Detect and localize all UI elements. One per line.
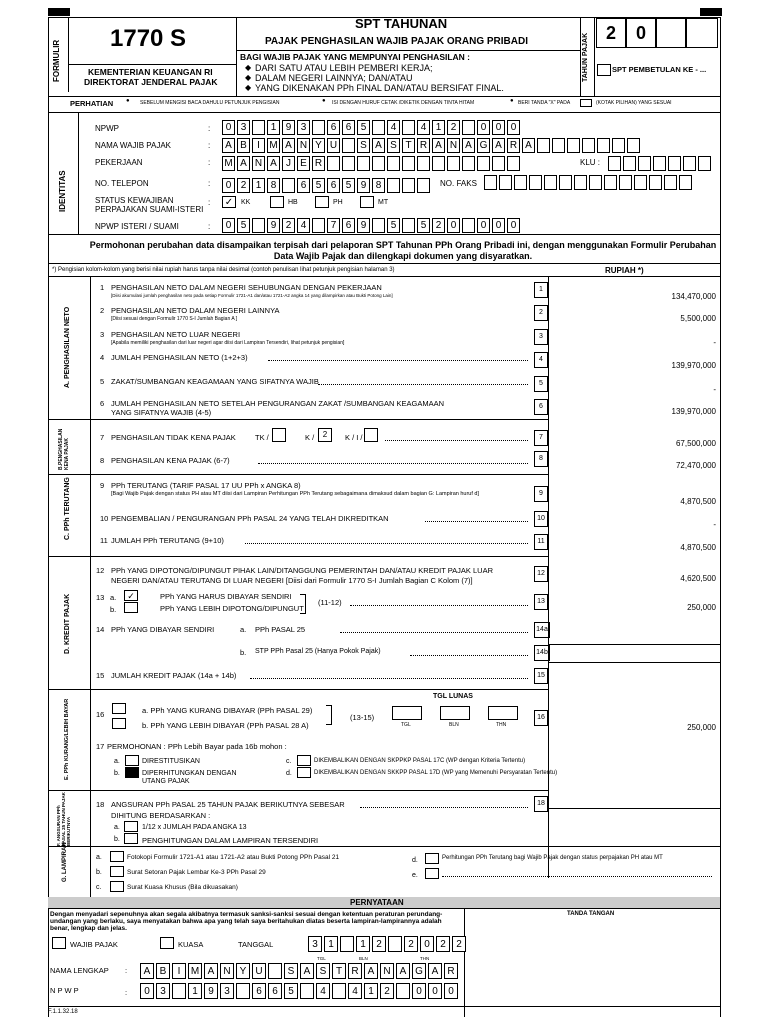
signer-kuasa-checkbox[interactable] bbox=[160, 937, 174, 949]
status-kk-checkbox[interactable]: ✓ bbox=[222, 196, 236, 208]
statement-name-cell[interactable]: U bbox=[252, 963, 266, 979]
condition-1: DARI SATU ATAU LEBIH PEMBERI KERJA; bbox=[255, 63, 433, 73]
attention-item-4: (KOTAK PILIHAN) YANG SESUAI bbox=[596, 100, 672, 106]
job-cell[interactable] bbox=[402, 156, 415, 171]
line-1-text: PENGHASILAN NETO DALAM NEGERI SEHUBUNGAN DENGAN PEKERJAAN bbox=[111, 283, 382, 292]
for-text: BAGI WAJIB PAJAK YANG MEMPUNYAI PENGHASILAN : bbox=[240, 52, 471, 62]
job-cell[interactable] bbox=[492, 156, 505, 171]
statement-npwp-cell[interactable]: 0 bbox=[412, 983, 426, 999]
statement-npwp-cell[interactable]: 1 bbox=[188, 983, 202, 999]
job-cell[interactable] bbox=[432, 156, 445, 171]
line-6-text: JUMLAH PENGHASILAN NETO SETELAH PENGURANGAN ZAKAT /SUMBANGAN KEAGAMAAN bbox=[111, 399, 444, 408]
statement-npwp-cell[interactable]: 6 bbox=[268, 983, 282, 999]
fax-cell[interactable] bbox=[574, 175, 587, 190]
line-12-text2: NEGERI DAN/ATAU TERUTANG DI LUAR NEGERI [Diisi dari Formulir 1770 S-I Jumlah Bagian C Kolom (7)] bbox=[111, 576, 473, 585]
spouse-npwp-cell[interactable]: 6 bbox=[342, 218, 355, 233]
line-2-note: [Diisi sesuai dengan Formulir 1770 S-I Jumlah Bagian A ] bbox=[111, 316, 238, 322]
phone-cell[interactable]: 9 bbox=[357, 178, 370, 193]
spouse-npwp-cell[interactable]: 0 bbox=[477, 218, 490, 233]
name-cell[interactable]: G bbox=[477, 138, 490, 153]
fill-note: *) Pengisian kolom-kolom yang berisi nilai rupiah harus tanpa nilai desimal (contoh penulisan lihat petunjuk pengisian halaman 3) bbox=[52, 267, 395, 273]
line-12-value[interactable]: 4,620,500 bbox=[680, 574, 716, 583]
ptkp-tk-box[interactable] bbox=[272, 428, 286, 442]
line-14a-text: PPh PASAL 25 bbox=[255, 625, 306, 634]
ptkp-k-box[interactable]: 2 bbox=[318, 428, 332, 442]
subtitle: PAJAK PENGHASILAN WAJIB PAJAK ORANG PRIBADI bbox=[265, 36, 528, 47]
line-16b-text: b. PPh YANG LEBIH DIBAYAR (PPh PASAL 28 A) bbox=[142, 721, 309, 730]
statement-date-cell[interactable]: 2 bbox=[436, 936, 450, 952]
spouse-npwp-label: NPWP ISTERI / SUAMI bbox=[95, 222, 179, 231]
line-18-text: ANGSURAN PPh PASAL 25 TAHUN PAJAK BERIKUTNYA SEBESAR bbox=[111, 800, 345, 809]
job-cell[interactable]: R bbox=[312, 156, 325, 171]
name-cell[interactable]: A bbox=[432, 138, 445, 153]
line-3-text: PENGHASILAN NETO LUAR NEGERI bbox=[111, 330, 241, 339]
line-16a-text: a. PPh YANG KURANG DIBAYAR (PPh PASAL 29) bbox=[142, 706, 313, 715]
line-3-value[interactable]: - bbox=[713, 338, 716, 347]
npwp-cell[interactable]: 9 bbox=[282, 120, 295, 135]
line-13b-text: PPh YANG LEBIH DIPOTONG/DIPUNGUT bbox=[160, 604, 304, 613]
phone-cell[interactable]: 6 bbox=[327, 178, 340, 193]
line-5-value[interactable]: - bbox=[713, 385, 716, 394]
status-label-1: STATUS KEWAJIBAN bbox=[95, 196, 174, 205]
corner-mark-left bbox=[48, 8, 70, 16]
statement-npwp-cell[interactable]: 2 bbox=[380, 983, 394, 999]
line-10-value[interactable]: - bbox=[713, 520, 716, 529]
statement-date-cell[interactable]: 1 bbox=[356, 936, 370, 952]
statement-npwp-cell[interactable] bbox=[332, 983, 346, 999]
name-cell[interactable] bbox=[552, 138, 565, 153]
name-cell[interactable] bbox=[567, 138, 580, 153]
npwp-cell[interactable]: 4 bbox=[387, 120, 400, 135]
statement-npwp-cell[interactable]: 0 bbox=[444, 983, 458, 999]
npwp-cell[interactable]: 4 bbox=[417, 120, 430, 135]
name-cell[interactable]: T bbox=[402, 138, 415, 153]
name-cell[interactable]: U bbox=[327, 138, 340, 153]
statement-name-cell[interactable]: B bbox=[156, 963, 170, 979]
fax-label: NO. FAKS bbox=[440, 179, 477, 188]
fax-cell[interactable] bbox=[544, 175, 557, 190]
line-6-value[interactable]: 139,970,000 bbox=[671, 407, 716, 416]
statement-npwp-cell[interactable]: 1 bbox=[364, 983, 378, 999]
statement-npwp-cell[interactable] bbox=[300, 983, 314, 999]
fax-cell[interactable] bbox=[604, 175, 617, 190]
statement-name-cell[interactable]: A bbox=[140, 963, 154, 979]
section-c-label: C. PPh TERUTANG bbox=[64, 477, 71, 540]
status-hb-checkbox[interactable] bbox=[270, 196, 284, 208]
notice-line-1: Permohonan perubahan data disampaikan terpisah dari pelaporan SPT Tahunan PPh Orang Pribadi ini, dengan menggunakan Formulir Perubahan Data Wajib Pajak dan dilengkapi dokumen yang disyaratkan. bbox=[89, 240, 717, 261]
status-mt-checkbox[interactable] bbox=[360, 196, 374, 208]
spouse-npwp-cell[interactable]: 5 bbox=[387, 218, 400, 233]
line-13b-checkbox[interactable] bbox=[124, 602, 138, 613]
attachment-d-checkbox[interactable] bbox=[425, 853, 439, 864]
npwp-cell[interactable]: 0 bbox=[222, 120, 235, 135]
klu-cell[interactable] bbox=[608, 156, 621, 171]
statement-name-cell[interactable]: R bbox=[348, 963, 362, 979]
klu-cell[interactable] bbox=[623, 156, 636, 171]
statement-name-cell[interactable] bbox=[268, 963, 282, 979]
statement-text: Dengan menyadari sepenuhnya akan segala akibatnya termasuk sanksi-sanksi sesuai dengan ketentuan peraturan perundang-undangan yang berlaku, saya menyatakan bahwa apa yang telah saya beritahukan diatas beserta lampiran-lampirannya adalah benar, lengkap dan jelas. bbox=[50, 911, 443, 932]
attachment-b-checkbox[interactable] bbox=[110, 866, 124, 877]
fax-cell[interactable] bbox=[634, 175, 647, 190]
amendment-checkbox[interactable] bbox=[597, 64, 611, 76]
statement-name-cell[interactable]: A bbox=[364, 963, 378, 979]
spouse-npwp-cell[interactable]: 5 bbox=[237, 218, 250, 233]
line-9-text: PPh TERUTANG (TARIF PASAL 17 UU PPh x ANGKA 8) bbox=[111, 481, 301, 490]
name-cell[interactable]: Y bbox=[312, 138, 325, 153]
line-16b-checkbox[interactable] bbox=[112, 718, 126, 729]
attachment-a-checkbox[interactable] bbox=[110, 851, 124, 862]
spouse-npwp-cell[interactable]: 7 bbox=[327, 218, 340, 233]
klu-cell[interactable] bbox=[638, 156, 651, 171]
name-cell[interactable] bbox=[597, 138, 610, 153]
tax-year-box-3[interactable] bbox=[656, 18, 686, 48]
spouse-npwp-cell[interactable]: 0 bbox=[447, 218, 460, 233]
line-8-value[interactable]: 72,470,000 bbox=[675, 461, 716, 470]
npwp-cell[interactable]: 0 bbox=[507, 120, 520, 135]
name-cell[interactable] bbox=[342, 138, 355, 153]
spouse-npwp-cell[interactable]: 0 bbox=[507, 218, 520, 233]
job-cell[interactable] bbox=[477, 156, 490, 171]
name-cell[interactable]: S bbox=[357, 138, 370, 153]
statement-npwp-label: N P W P bbox=[50, 986, 79, 995]
statement-date-cell[interactable]: 3 bbox=[308, 936, 322, 952]
statement-npwp-cell[interactable]: 0 bbox=[428, 983, 442, 999]
klu-cell[interactable] bbox=[668, 156, 681, 171]
phone-cell[interactable]: 8 bbox=[372, 178, 385, 193]
statement-header: PERNYATAAN bbox=[350, 898, 404, 907]
npwp-cell[interactable] bbox=[252, 120, 265, 135]
title: SPT TAHUNAN bbox=[355, 16, 448, 31]
job-cell[interactable] bbox=[447, 156, 460, 171]
spouse-npwp-cell[interactable]: 5 bbox=[417, 218, 430, 233]
status-kk-label: KK bbox=[241, 199, 251, 206]
name-cell[interactable]: N bbox=[297, 138, 310, 153]
line-7-text: PENGHASILAN TIDAK KENA PAJAK bbox=[111, 433, 236, 442]
name-cell[interactable] bbox=[612, 138, 625, 153]
statement-name-cell[interactable]: S bbox=[316, 963, 330, 979]
statement-npwp-cell[interactable]: 0 bbox=[140, 983, 154, 999]
paid-date-bln[interactable] bbox=[440, 706, 470, 720]
line-2-text: PENGHASILAN NETO DALAM NEGERI LAINNYA bbox=[111, 306, 280, 315]
statement-name-cell[interactable]: M bbox=[188, 963, 202, 979]
status-hb-label: HB bbox=[288, 199, 298, 206]
condition-3: YANG DIKENAKAN PPh FINAL DAN/ATAU BERSIFAT FINAL. bbox=[255, 83, 504, 93]
npwp-cell[interactable]: 1 bbox=[267, 120, 280, 135]
spouse-npwp-cell[interactable] bbox=[312, 218, 325, 233]
fax-cell[interactable] bbox=[649, 175, 662, 190]
name-cell[interactable]: B bbox=[237, 138, 250, 153]
section-b-label: B.PENGHASILAN KENA PAJAK bbox=[58, 428, 70, 470]
statement-name-cell[interactable]: A bbox=[204, 963, 218, 979]
spouse-npwp-cell[interactable] bbox=[462, 218, 475, 233]
npwp-cell[interactable] bbox=[462, 120, 475, 135]
spouse-npwp-cell[interactable]: 9 bbox=[267, 218, 280, 233]
line-2-value[interactable]: 5,500,000 bbox=[680, 314, 716, 323]
job-cell[interactable] bbox=[417, 156, 430, 171]
paid-date-tgl[interactable] bbox=[392, 706, 422, 720]
spouse-npwp-cell[interactable] bbox=[372, 218, 385, 233]
npwp-cell[interactable] bbox=[312, 120, 325, 135]
installment-option-a[interactable] bbox=[124, 821, 138, 832]
spouse-npwp-cell[interactable]: 2 bbox=[282, 218, 295, 233]
line-12-text: PPh YANG DIPOTONG/DIPUNGUT PIHAK LAIN/DITANGGUNG PEMERINTAH DAN/ATAU KREDIT PAJAK LUAR bbox=[111, 566, 494, 575]
line-9-value[interactable]: 4,870,500 bbox=[680, 497, 716, 506]
statement-name-label: NAMA LENGKAP bbox=[50, 966, 109, 975]
phone-cell[interactable] bbox=[387, 178, 400, 193]
line-4-value[interactable]: 139,970,000 bbox=[671, 361, 716, 370]
klu-cell[interactable] bbox=[698, 156, 711, 171]
attention-item-1: SEBELUM MENGISI BACA DAHULU PETUNJUK PENGISIAN bbox=[140, 100, 280, 106]
statement-name-cell[interactable]: T bbox=[332, 963, 346, 979]
line-5-text: ZAKAT/SUMBANGAN KEAGAMAAN YANG SIFATNYA WAJIB bbox=[111, 377, 319, 386]
form-code: 1770 S bbox=[110, 25, 187, 52]
line-11-text: JUMLAH PPh TERUTANG (9+10) bbox=[111, 536, 224, 545]
name-cell[interactable] bbox=[627, 138, 640, 153]
fax-cell[interactable] bbox=[679, 175, 692, 190]
statement-date-cell[interactable] bbox=[388, 936, 402, 952]
phone-cell[interactable]: 5 bbox=[342, 178, 355, 193]
line-7-value[interactable]: 67,500,000 bbox=[675, 439, 716, 448]
name-label: NAMA WAJIB PAJAK bbox=[95, 141, 172, 150]
job-label: PEKERJAAN bbox=[95, 158, 143, 167]
npwp-cell[interactable] bbox=[372, 120, 385, 135]
statement-name-cell[interactable]: A bbox=[300, 963, 314, 979]
statement-name-cell[interactable]: N bbox=[380, 963, 394, 979]
job-cell[interactable]: J bbox=[282, 156, 295, 171]
rupiah-header: RUPIAH *) bbox=[605, 266, 644, 275]
name-cell[interactable]: A bbox=[522, 138, 535, 153]
ptkp-ki-box[interactable] bbox=[364, 428, 378, 442]
name-cell[interactable]: A bbox=[282, 138, 295, 153]
npwp-label: NPWP bbox=[95, 124, 119, 133]
paid-date-thn[interactable] bbox=[488, 706, 518, 720]
tax-year-box-4[interactable] bbox=[686, 18, 718, 48]
name-cell[interactable]: R bbox=[507, 138, 520, 153]
directorate: DIREKTORAT JENDERAL PAJAK bbox=[84, 77, 218, 87]
signer-wp-checkbox[interactable] bbox=[52, 937, 66, 949]
spouse-npwp-cell[interactable]: 0 bbox=[222, 218, 235, 233]
fax-cell[interactable] bbox=[514, 175, 527, 190]
phone-cell[interactable] bbox=[282, 178, 295, 193]
statement-npwp-cell[interactable] bbox=[172, 983, 186, 999]
job-cell[interactable] bbox=[357, 156, 370, 171]
job-cell[interactable] bbox=[462, 156, 475, 171]
klu-label: KLU : bbox=[580, 158, 601, 167]
statement-name-cell[interactable]: S bbox=[284, 963, 298, 979]
fax-cell[interactable] bbox=[499, 175, 512, 190]
status-ph-label: PH bbox=[333, 199, 343, 206]
identity-section-label: IDENTITAS bbox=[58, 170, 67, 212]
npwp-cell[interactable]: 5 bbox=[357, 120, 370, 135]
statement-npwp-cell[interactable]: 3 bbox=[156, 983, 170, 999]
statement-date-cell[interactable]: 0 bbox=[420, 936, 434, 952]
npwp-cell[interactable]: 6 bbox=[327, 120, 340, 135]
line-11-value[interactable]: 4,870,500 bbox=[680, 543, 716, 552]
attention-label: PERHATIAN bbox=[70, 99, 114, 108]
status-label-2: PERPAJAKAN SUAMI-ISTERI bbox=[95, 205, 204, 214]
spouse-npwp-cell[interactable]: 4 bbox=[297, 218, 310, 233]
spouse-npwp-cell[interactable]: 0 bbox=[492, 218, 505, 233]
section-a-label: A. PENGHASILAN NETO bbox=[64, 306, 71, 388]
npwp-cell[interactable]: 6 bbox=[342, 120, 355, 135]
status-ph-checkbox[interactable] bbox=[315, 196, 329, 208]
footer-code: F.1.1.32.18 bbox=[48, 1009, 78, 1015]
statement-name-cell[interactable]: Y bbox=[236, 963, 250, 979]
statement-npwp-cell[interactable]: 6 bbox=[252, 983, 266, 999]
name-cell[interactable] bbox=[537, 138, 550, 153]
name-cell[interactable]: N bbox=[447, 138, 460, 153]
line-16a-checkbox[interactable] bbox=[112, 703, 126, 714]
job-cell[interactable] bbox=[327, 156, 340, 171]
statement-npwp-cell[interactable] bbox=[396, 983, 410, 999]
line-6-text2: YANG SIFATNYA WAJIB (4-5) bbox=[111, 408, 212, 417]
line-13a-checkbox[interactable]: ✓ bbox=[124, 590, 138, 601]
form-label: FORMULIR bbox=[52, 39, 61, 82]
name-cell[interactable]: A bbox=[492, 138, 505, 153]
section-d-label: D. KREDIT PAJAK bbox=[64, 593, 71, 654]
tax-year-box-1[interactable]: 2 bbox=[596, 18, 626, 48]
job-cell[interactable] bbox=[342, 156, 355, 171]
spouse-npwp-cell[interactable]: 2 bbox=[432, 218, 445, 233]
phone-cell[interactable]: 8 bbox=[267, 178, 280, 193]
statement-date-cell[interactable]: 2 bbox=[404, 936, 418, 952]
job-cell[interactable]: N bbox=[252, 156, 265, 171]
fax-cell[interactable] bbox=[529, 175, 542, 190]
statement-npwp-cell[interactable]: 9 bbox=[204, 983, 218, 999]
statement-npwp-cell[interactable] bbox=[236, 983, 250, 999]
name-cell[interactable]: A bbox=[222, 138, 235, 153]
statement-name-cell[interactable]: R bbox=[444, 963, 458, 979]
job-cell[interactable] bbox=[507, 156, 520, 171]
statement-npwp-cell[interactable]: 4 bbox=[348, 983, 362, 999]
line-14b-text: STP PPh Pasal 25 (Hanya Pokok Pajak) bbox=[255, 648, 381, 655]
tax-year-box-2[interactable]: 0 bbox=[626, 18, 656, 48]
refund-option-a[interactable] bbox=[125, 755, 139, 766]
name-cell[interactable]: S bbox=[387, 138, 400, 153]
statement-date-cell[interactable]: 2 bbox=[452, 936, 466, 952]
klu-cell[interactable] bbox=[653, 156, 666, 171]
statement-npwp-cell[interactable]: 5 bbox=[284, 983, 298, 999]
ministry: KEMENTERIAN KEUANGAN RI bbox=[88, 67, 213, 77]
statement-name-cell[interactable]: A bbox=[428, 963, 442, 979]
job-cell[interactable]: E bbox=[297, 156, 310, 171]
npwp-cell[interactable]: 1 bbox=[432, 120, 445, 135]
section-f-label: F. ANGSURAN PPh PASAL 25 TAHUN PAJAK BERIKUTNYA bbox=[56, 792, 71, 846]
phone-cell[interactable] bbox=[417, 178, 430, 193]
line-4-text: JUMLAH PENGHASILAN NETO (1+2+3) bbox=[111, 353, 248, 362]
fax-cell[interactable] bbox=[589, 175, 602, 190]
statement-date-cell[interactable]: 1 bbox=[324, 936, 338, 952]
line-17-text: PERMOHONAN : PPh Lebih Bayar pada 16b mohon : bbox=[107, 742, 287, 751]
statement-date-cell[interactable]: 2 bbox=[372, 936, 386, 952]
section-e-label: E. PPh KURANG/LEBIH BAYAR bbox=[64, 698, 70, 780]
job-cell[interactable]: A bbox=[237, 156, 250, 171]
fax-cell[interactable] bbox=[664, 175, 677, 190]
tax-year-label: TAHUN PAJAK bbox=[582, 32, 589, 82]
statement-name-cell[interactable]: N bbox=[220, 963, 234, 979]
line-14-text: PPh YANG DIBAYAR SENDIRI bbox=[111, 625, 215, 634]
statement-name-cell[interactable]: A bbox=[396, 963, 410, 979]
line-10-text: PENGEMBALIAN / PENGURANGAN PPh PASAL 24 YANG TELAH DIKREDITKAN bbox=[111, 514, 389, 523]
name-cell[interactable]: I bbox=[252, 138, 265, 153]
statement-npwp-cell[interactable]: 3 bbox=[220, 983, 234, 999]
job-cell[interactable] bbox=[372, 156, 385, 171]
line-16-value[interactable]: 250,000 bbox=[687, 723, 716, 732]
statement-date-cell[interactable] bbox=[340, 936, 354, 952]
corner-mark-right bbox=[700, 8, 722, 16]
npwp-cell[interactable]: 0 bbox=[492, 120, 505, 135]
refund-option-c[interactable] bbox=[297, 755, 311, 766]
installment-option-b[interactable] bbox=[124, 833, 138, 844]
attention-item-3: BERI TANDA "X" PADA bbox=[518, 100, 571, 106]
phone-cell[interactable]: 2 bbox=[237, 178, 250, 193]
statement-npwp-cell[interactable]: 4 bbox=[316, 983, 330, 999]
condition-2: DALAM NEGERI LAINNYA; DAN/ATAU bbox=[255, 73, 413, 83]
npwp-cell[interactable]: 2 bbox=[447, 120, 460, 135]
attachment-e-checkbox[interactable] bbox=[425, 868, 439, 879]
npwp-cell[interactable]: 3 bbox=[297, 120, 310, 135]
fax-cell[interactable] bbox=[484, 175, 497, 190]
npwp-cell[interactable]: 3 bbox=[237, 120, 250, 135]
job-cell[interactable] bbox=[387, 156, 400, 171]
fax-cell[interactable] bbox=[619, 175, 632, 190]
fax-cell[interactable] bbox=[559, 175, 572, 190]
line-13-value[interactable]: 250,000 bbox=[687, 603, 716, 612]
statement-name-cell[interactable]: I bbox=[172, 963, 186, 979]
attachment-c-checkbox[interactable] bbox=[110, 881, 124, 892]
name-cell[interactable]: R bbox=[417, 138, 430, 153]
name-cell[interactable]: A bbox=[372, 138, 385, 153]
attention-item-2: ISI DENGAN HURUF CETAK /DIKETIK DENGAN TINTA HITAM bbox=[332, 100, 475, 106]
section-g-label: G. LAMPIRAN bbox=[62, 842, 68, 882]
job-cell[interactable]: A bbox=[267, 156, 280, 171]
klu-cell[interactable] bbox=[683, 156, 696, 171]
phone-cell[interactable]: 1 bbox=[252, 178, 265, 193]
line-3-note: [Apabila memiliki penghasilan dari luar negeri agar diisi dari Lampiran Tersendiri, lihat petunjuk pengisian] bbox=[111, 340, 345, 346]
phone-cell[interactable]: 6 bbox=[297, 178, 310, 193]
spouse-npwp-cell[interactable] bbox=[402, 218, 415, 233]
refund-option-d[interactable] bbox=[297, 767, 311, 778]
line-8-text: PENGHASILAN KENA PAJAK (6-7) bbox=[111, 456, 230, 465]
job-cell[interactable]: M bbox=[222, 156, 235, 171]
name-cell[interactable]: M bbox=[267, 138, 280, 153]
name-cell[interactable] bbox=[582, 138, 595, 153]
line-1-note: [Diisi akumulasi jumlah penghasilan neto pada setiap Formulir 1721-A1 dan/atau 1721-A2 angka 14 yang dilampirkan atau Bukti Potong Lain] bbox=[111, 293, 393, 298]
line-1-value[interactable]: 134,470,000 bbox=[671, 292, 716, 301]
signature-label: TANDA TANGAN bbox=[567, 911, 615, 917]
amendment-label: SPT PEMBETULAN KE - ... bbox=[612, 65, 707, 74]
line-15-text: JUMLAH KREDIT PAJAK (14a + 14b) bbox=[111, 671, 237, 680]
spouse-npwp-cell[interactable]: 9 bbox=[357, 218, 370, 233]
npwp-cell[interactable]: 0 bbox=[477, 120, 490, 135]
npwp-cell[interactable] bbox=[402, 120, 415, 135]
phone-cell[interactable]: 0 bbox=[222, 178, 235, 193]
status-mt-label: MT bbox=[378, 199, 389, 206]
phone-cell[interactable]: 5 bbox=[312, 178, 325, 193]
statement-name-cell[interactable]: G bbox=[412, 963, 426, 979]
name-cell[interactable]: A bbox=[462, 138, 475, 153]
line-9-note: [Bagi Wajib Pajak dengan status PH atau MT diisi dari Lampiran Perhitungan PPh Terutang sebagaimana dimaksud dalam bagian G: Lampiran huruf d] bbox=[111, 491, 480, 497]
spouse-npwp-cell[interactable] bbox=[252, 218, 265, 233]
phone-label: NO. TELEPON bbox=[95, 179, 149, 188]
line-13a-text: PPh YANG HARUS DIBAYAR SENDIRI bbox=[160, 592, 292, 601]
refund-option-b[interactable] bbox=[125, 767, 139, 778]
phone-cell[interactable] bbox=[402, 178, 415, 193]
